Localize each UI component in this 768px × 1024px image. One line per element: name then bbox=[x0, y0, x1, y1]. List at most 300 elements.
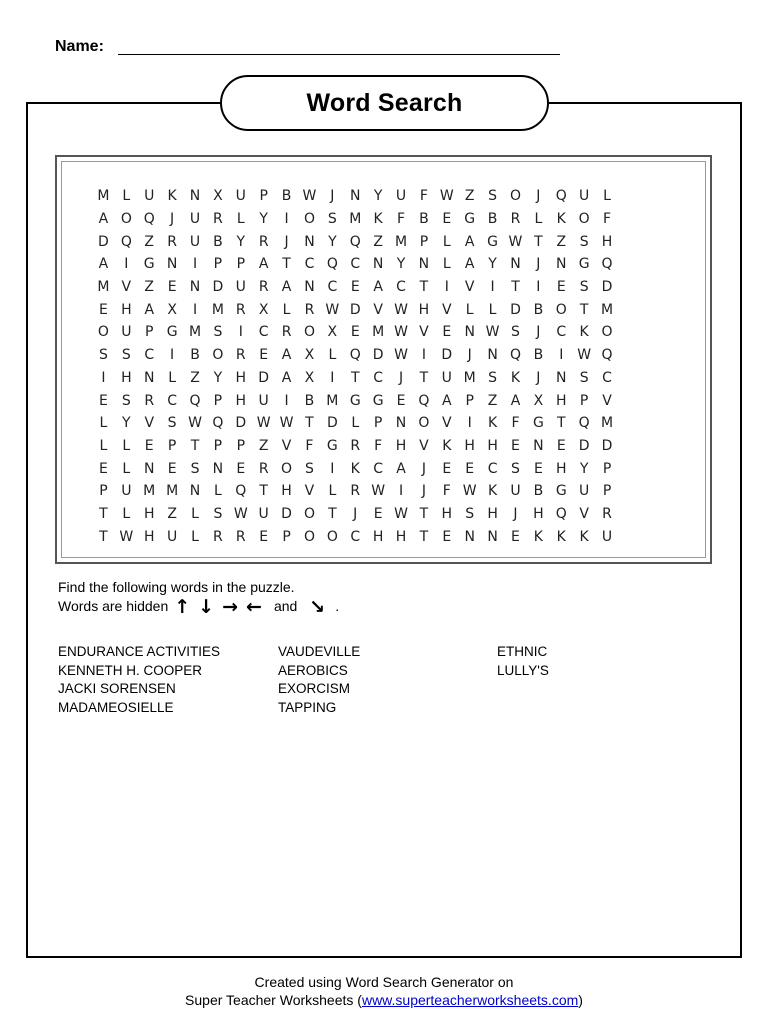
grid-letter: L bbox=[282, 301, 291, 318]
grid-letter: I bbox=[192, 301, 198, 318]
grid-letter: J bbox=[284, 233, 289, 250]
grid-letter: T bbox=[259, 483, 268, 500]
grid-letter: N bbox=[395, 415, 407, 432]
grid-letter: T bbox=[328, 505, 337, 522]
grid-letter: E bbox=[442, 528, 452, 545]
grid-letter: W bbox=[485, 324, 500, 341]
page-title: Word Search bbox=[306, 88, 463, 117]
grid-letter: L bbox=[99, 437, 108, 454]
grid-letter: E bbox=[373, 505, 383, 522]
grid-letter: I bbox=[238, 324, 243, 341]
word-item: LULLY'S bbox=[497, 662, 549, 678]
grid-letter: S bbox=[327, 211, 337, 228]
grid-letter: N bbox=[487, 347, 498, 364]
grid-letter: W bbox=[394, 347, 408, 364]
grid-letter: D bbox=[601, 279, 613, 296]
grid-letter: A bbox=[442, 392, 452, 409]
grid-letter: I bbox=[559, 347, 564, 364]
grid-letter: F bbox=[511, 415, 520, 432]
grid-letter: A bbox=[144, 301, 155, 318]
grid-letter: S bbox=[121, 347, 131, 364]
arrow-right-icon: → bbox=[222, 595, 239, 618]
grid-letter: P bbox=[236, 437, 246, 454]
grid-letter: M bbox=[394, 233, 408, 250]
grid-letter: G bbox=[578, 256, 590, 273]
grid-letter: L bbox=[465, 301, 474, 318]
grid-letter: P bbox=[282, 528, 291, 545]
grid-letter: L bbox=[122, 505, 131, 522]
grid-row bbox=[92, 525, 618, 548]
grid-letter: H bbox=[418, 301, 430, 318]
grid-letter: Z bbox=[373, 233, 383, 250]
grid-letter: I bbox=[284, 392, 289, 409]
grid-row bbox=[92, 230, 618, 253]
grid-letter: Z bbox=[167, 505, 177, 522]
grid-letter: N bbox=[304, 233, 315, 250]
grid-letter: H bbox=[143, 528, 155, 545]
grid-letter: W bbox=[188, 415, 202, 432]
grid-letter: N bbox=[464, 528, 475, 545]
footer bbox=[0, 973, 768, 1009]
grid-letter: W bbox=[394, 505, 408, 522]
footer-line-2 bbox=[0, 991, 768, 1009]
grid-letter: C bbox=[144, 347, 155, 364]
grid-letter: H bbox=[372, 528, 384, 545]
grid-letter: X bbox=[167, 301, 177, 318]
grid-letter: S bbox=[488, 369, 498, 386]
grid-letter: U bbox=[121, 483, 132, 500]
grid-letter: I bbox=[398, 483, 404, 500]
grid-row bbox=[92, 298, 618, 321]
grid-letter: V bbox=[442, 301, 452, 318]
grid-letter: A bbox=[373, 279, 383, 296]
grid-letter: J bbox=[536, 188, 541, 205]
grid-letter: F bbox=[396, 211, 406, 228]
grid-letter: T bbox=[99, 528, 108, 545]
grid-letter: D bbox=[349, 301, 361, 318]
grid-letter: S bbox=[579, 279, 589, 296]
grid-letter: Q bbox=[418, 392, 430, 409]
grid-letter: Q bbox=[555, 188, 567, 205]
grid-letter: V bbox=[121, 279, 132, 296]
grid-letter: G bbox=[326, 437, 338, 454]
grid-letter: E bbox=[99, 392, 108, 409]
grid-letter: B bbox=[533, 347, 544, 364]
grid-letter: W bbox=[119, 528, 134, 545]
grid-letter: Q bbox=[349, 347, 361, 364]
grid-letter: F bbox=[305, 437, 314, 454]
grid-letter: V bbox=[579, 505, 589, 522]
instructions-line-2 bbox=[58, 597, 339, 616]
grid-letter: E bbox=[99, 460, 108, 477]
grid-letter: E bbox=[556, 279, 566, 296]
grid-row bbox=[92, 185, 618, 208]
grid-letter: K bbox=[167, 188, 177, 205]
grid-letter: O bbox=[281, 460, 293, 477]
grid-letter: F bbox=[419, 188, 428, 205]
grid-letter: A bbox=[281, 369, 292, 386]
grid-letter: D bbox=[601, 437, 613, 454]
grid-letter: L bbox=[328, 483, 337, 500]
grid-letter: Y bbox=[213, 369, 223, 386]
grid-letter: Q bbox=[601, 256, 613, 273]
grid-row bbox=[92, 435, 618, 458]
grid-letter: U bbox=[579, 483, 590, 500]
footer-prefix: Super Teacher Worksheets ( bbox=[185, 992, 362, 1008]
grid-letter: U bbox=[579, 188, 590, 205]
grid-letter: W bbox=[508, 233, 523, 250]
grid-letter: U bbox=[189, 211, 201, 228]
grid-letter: I bbox=[284, 211, 289, 228]
grid-letter: N bbox=[304, 279, 315, 296]
grid-letter: R bbox=[350, 437, 361, 454]
grid-letter: W bbox=[302, 188, 317, 205]
grid-letter: D bbox=[235, 415, 247, 432]
grid-letter: G bbox=[349, 392, 361, 409]
grid-letter: U bbox=[601, 528, 613, 545]
footer-link[interactable]: www.superteacherworksheets.com bbox=[361, 992, 579, 1008]
grid-letter: N bbox=[464, 324, 475, 341]
grid-letter: A bbox=[510, 392, 521, 409]
grid-letter: U bbox=[441, 369, 452, 386]
grid-letter: W bbox=[394, 301, 408, 318]
grid-letter: J bbox=[330, 188, 335, 205]
grid-row bbox=[92, 208, 618, 231]
grid-letter: H bbox=[143, 505, 155, 522]
grid-letter: P bbox=[145, 324, 154, 341]
grid-letter: X bbox=[327, 324, 338, 341]
grid-letter: N bbox=[556, 256, 567, 273]
grid-letter: Z bbox=[144, 279, 155, 296]
grid-letter: G bbox=[487, 233, 499, 250]
grid-row bbox=[92, 412, 618, 435]
grid-letter: C bbox=[373, 369, 384, 386]
grid-letter: W bbox=[371, 483, 386, 500]
arrow-left-icon: ← bbox=[246, 595, 262, 618]
grid-letter: L bbox=[213, 483, 222, 500]
grid-letter: T bbox=[419, 505, 429, 522]
grid-letter: T bbox=[350, 369, 360, 386]
grid-letter: R bbox=[144, 392, 155, 409]
grid-letter: P bbox=[236, 256, 246, 273]
grid-letter: D bbox=[212, 279, 224, 296]
grid-letter: J bbox=[513, 505, 518, 522]
grid-letter: U bbox=[258, 505, 269, 522]
instructions-prefix: Words are hidden bbox=[58, 598, 169, 614]
grid-letter: H bbox=[555, 460, 567, 477]
grid-letter: E bbox=[442, 211, 452, 228]
grid-letter: U bbox=[189, 233, 201, 250]
grid-letter: X bbox=[258, 301, 269, 318]
grid-letter: R bbox=[258, 233, 269, 250]
grid-letter: I bbox=[192, 256, 198, 273]
grid-letter: O bbox=[97, 324, 109, 341]
grid-letter: E bbox=[442, 324, 452, 341]
grid-letter: A bbox=[396, 460, 406, 477]
grid-letter: B bbox=[304, 392, 315, 409]
grid-letter: A bbox=[464, 233, 475, 250]
grid-letter: B bbox=[190, 347, 200, 364]
word-item: MADAMEOSIELLE bbox=[58, 699, 174, 715]
grid-row bbox=[92, 253, 618, 276]
grid-letter: L bbox=[488, 301, 497, 318]
grid-letter: N bbox=[189, 483, 201, 500]
grid-letter: P bbox=[579, 392, 589, 409]
grid-letter: I bbox=[124, 256, 129, 273]
grid-letter: P bbox=[213, 256, 223, 273]
grid-letter: Z bbox=[487, 392, 498, 409]
grid-letter: C bbox=[327, 279, 338, 296]
grid-letter: R bbox=[304, 301, 315, 318]
grid-letter: Q bbox=[120, 233, 132, 250]
grid-letter: J bbox=[170, 211, 175, 228]
grid-letter: Q bbox=[509, 347, 521, 364]
grid-letter: V bbox=[442, 415, 452, 432]
grid-letter: N bbox=[510, 256, 521, 273]
grid-letter: Z bbox=[258, 437, 269, 454]
word-item: VAUDEVILLE bbox=[278, 644, 361, 659]
grid-letter: T bbox=[305, 415, 314, 432]
grid-letter: C bbox=[350, 528, 361, 545]
grid-letter: S bbox=[579, 233, 589, 250]
grid-letter: W bbox=[439, 188, 454, 205]
grid-letter: K bbox=[350, 460, 360, 477]
grid-letter: B bbox=[281, 188, 292, 205]
grid-letter: H bbox=[464, 437, 475, 454]
grid-letter: E bbox=[167, 460, 177, 477]
grid-letter: U bbox=[235, 188, 246, 205]
grid-letter: N bbox=[189, 188, 201, 205]
grid-letter: Q bbox=[326, 256, 338, 273]
grid-letter: Z bbox=[190, 369, 200, 386]
grid-letter: O bbox=[303, 528, 315, 545]
grid-letter: Q bbox=[235, 483, 247, 500]
grid-letter: T bbox=[556, 415, 566, 432]
word-list-column-2 bbox=[278, 643, 360, 717]
grid-letter: I bbox=[330, 369, 335, 386]
grid-letter: F bbox=[442, 483, 451, 500]
grid-letter: M bbox=[326, 392, 339, 409]
grid-letter: R bbox=[235, 301, 246, 318]
grid-letter: R bbox=[510, 211, 521, 228]
grid-letter: G bbox=[555, 483, 567, 500]
grid-letter: D bbox=[372, 347, 384, 364]
grid-letter: M bbox=[166, 483, 179, 500]
grid-letter: O bbox=[601, 324, 613, 341]
grid-letter: L bbox=[122, 437, 131, 454]
grid-letter: T bbox=[419, 369, 429, 386]
grid-letter: C bbox=[556, 324, 567, 341]
grid-letter: R bbox=[258, 279, 269, 296]
grid-letter: X bbox=[304, 347, 315, 364]
grid-letter: D bbox=[281, 505, 292, 522]
grid-letter: E bbox=[259, 528, 269, 545]
grid-letter: S bbox=[99, 347, 108, 364]
grid-letter: G bbox=[166, 324, 178, 341]
grid-letter: T bbox=[282, 256, 291, 273]
word-list-column-3 bbox=[497, 643, 549, 680]
grid-letter: R bbox=[258, 460, 269, 477]
grid-letter: V bbox=[144, 415, 155, 432]
grid-letter: P bbox=[602, 483, 612, 500]
grid-letter: X bbox=[213, 188, 223, 205]
grid-letter: J bbox=[536, 369, 541, 386]
grid-letter: O bbox=[418, 415, 430, 432]
grid-letter: U bbox=[235, 279, 246, 296]
grid-letter: L bbox=[351, 415, 360, 432]
grid-letter: W bbox=[462, 483, 477, 500]
grid-letter: F bbox=[374, 437, 383, 454]
grid-letter: O bbox=[326, 528, 338, 545]
grid-letter: O bbox=[303, 505, 315, 522]
grid-letter: M bbox=[372, 324, 385, 341]
arrow-down-icon: ↓ bbox=[198, 595, 215, 618]
grid-letter: L bbox=[328, 347, 337, 364]
grid-letter: C bbox=[350, 256, 361, 273]
grid-letter: Z bbox=[556, 233, 567, 250]
grid-letter: V bbox=[419, 437, 429, 454]
grid-letter: H bbox=[281, 483, 292, 500]
grid-letter: O bbox=[120, 211, 132, 228]
grid-letter: H bbox=[555, 392, 567, 409]
grid-letter: O bbox=[212, 347, 224, 364]
grid-letter: T bbox=[99, 505, 108, 522]
grid-letter: H bbox=[395, 437, 407, 454]
and-text: and bbox=[273, 598, 298, 614]
grid-letter: G bbox=[372, 392, 384, 409]
word-item: EXORCISM bbox=[278, 681, 351, 696]
grid-letter: H bbox=[487, 505, 498, 522]
grid-letter: C bbox=[373, 460, 384, 477]
grid-letter: L bbox=[442, 233, 451, 250]
word-item: JACKI SORENSEN bbox=[58, 681, 176, 696]
grid-row bbox=[92, 389, 618, 412]
grid-letter: S bbox=[167, 415, 177, 432]
grid-letter: Q bbox=[578, 415, 590, 432]
grid-letter: J bbox=[353, 505, 358, 522]
grid-letter: G bbox=[464, 211, 476, 228]
grid-letter: Q bbox=[601, 347, 613, 364]
grid-letter: Y bbox=[236, 233, 246, 250]
grid-row bbox=[92, 367, 618, 390]
grid-letter: N bbox=[418, 256, 430, 273]
grid-letter: R bbox=[235, 347, 246, 364]
grid-letter: W bbox=[394, 324, 408, 341]
grid-letter: N bbox=[143, 369, 155, 386]
name-label: Name: bbox=[55, 38, 104, 55]
grid-letter: H bbox=[441, 505, 453, 522]
grid-letter: D bbox=[326, 415, 338, 432]
grid-letter: E bbox=[511, 528, 520, 545]
grid-letter: E bbox=[511, 437, 520, 454]
grid-letter: M bbox=[600, 415, 614, 432]
grid-letter: S bbox=[511, 324, 520, 341]
grid-letter: E bbox=[396, 392, 406, 409]
grid-row bbox=[92, 457, 618, 480]
grid-letter: M bbox=[188, 324, 202, 341]
grid-letter: V bbox=[602, 392, 612, 409]
grid-letter: N bbox=[212, 460, 224, 477]
grid-letter: K bbox=[533, 528, 543, 545]
grid-letter: U bbox=[166, 528, 178, 545]
grid-row bbox=[92, 503, 618, 526]
grid-letter: K bbox=[556, 211, 566, 228]
grid-letter: Q bbox=[555, 505, 567, 522]
grid-letter: Y bbox=[259, 211, 268, 228]
grid-letter: A bbox=[281, 279, 292, 296]
grid-letter: Y bbox=[373, 188, 383, 205]
word-item: AEROBICS bbox=[278, 662, 348, 678]
instructions-line-1: Find the following words in the puzzle. bbox=[58, 579, 295, 595]
grid-letter: P bbox=[373, 415, 383, 432]
grid-letter: O bbox=[555, 301, 567, 318]
grid-letter: R bbox=[602, 505, 612, 522]
grid-letter: Z bbox=[464, 188, 475, 205]
grid-letter: K bbox=[510, 369, 521, 386]
grid-letter: J bbox=[421, 460, 426, 477]
grid-letter: E bbox=[99, 301, 108, 318]
grid-letter: D bbox=[578, 437, 590, 454]
grid-letter: E bbox=[556, 437, 566, 454]
grid-letter: I bbox=[330, 460, 335, 477]
grid-letter: Y bbox=[579, 460, 589, 477]
grid-letter: Q bbox=[143, 211, 155, 228]
grid-letter: M bbox=[97, 188, 110, 205]
grid-letter: E bbox=[144, 437, 154, 454]
grid-letter: Y bbox=[396, 256, 406, 273]
grid-letter: S bbox=[305, 460, 314, 477]
grid-letter: N bbox=[166, 256, 178, 273]
footer-suffix: ) bbox=[578, 992, 583, 1008]
grid-letter: B bbox=[487, 211, 498, 228]
grid-letter: D bbox=[441, 347, 453, 364]
grid-row bbox=[92, 276, 618, 299]
grid-letter: O bbox=[303, 211, 315, 228]
grid-letter: E bbox=[167, 279, 177, 296]
grid-letter: K bbox=[487, 415, 498, 432]
grid-letter: T bbox=[579, 301, 589, 318]
grid-letter: E bbox=[442, 460, 452, 477]
grid-letter: E bbox=[465, 460, 475, 477]
grid-letter: M bbox=[600, 301, 614, 318]
grid-letter: Q bbox=[349, 233, 361, 250]
grid-letter: H bbox=[533, 505, 544, 522]
word-item: TAPPING bbox=[278, 699, 337, 715]
grid-letter: V bbox=[464, 279, 475, 296]
grid-letter: U bbox=[510, 483, 521, 500]
grid-letter: E bbox=[350, 324, 360, 341]
grid-letter: N bbox=[556, 369, 567, 386]
grid-letter: P bbox=[213, 392, 223, 409]
grid-letter: E bbox=[533, 460, 543, 477]
grid-letter: P bbox=[99, 483, 108, 500]
title-banner bbox=[220, 75, 549, 131]
grid-letter: P bbox=[419, 233, 429, 250]
grid-letter: R bbox=[213, 528, 223, 545]
grid-letter: I bbox=[170, 347, 175, 364]
grid-row bbox=[92, 480, 618, 503]
instructions bbox=[58, 578, 339, 616]
grid-letter: I bbox=[101, 369, 106, 386]
grid-letter: P bbox=[602, 460, 612, 477]
grid-row bbox=[92, 344, 618, 367]
grid-letter: L bbox=[191, 505, 199, 522]
grid-letter: I bbox=[536, 279, 541, 296]
grid-letter: L bbox=[122, 188, 131, 205]
grid-letter: K bbox=[556, 528, 566, 545]
grid-letter: O bbox=[303, 324, 315, 341]
grid-letter: B bbox=[533, 483, 544, 500]
